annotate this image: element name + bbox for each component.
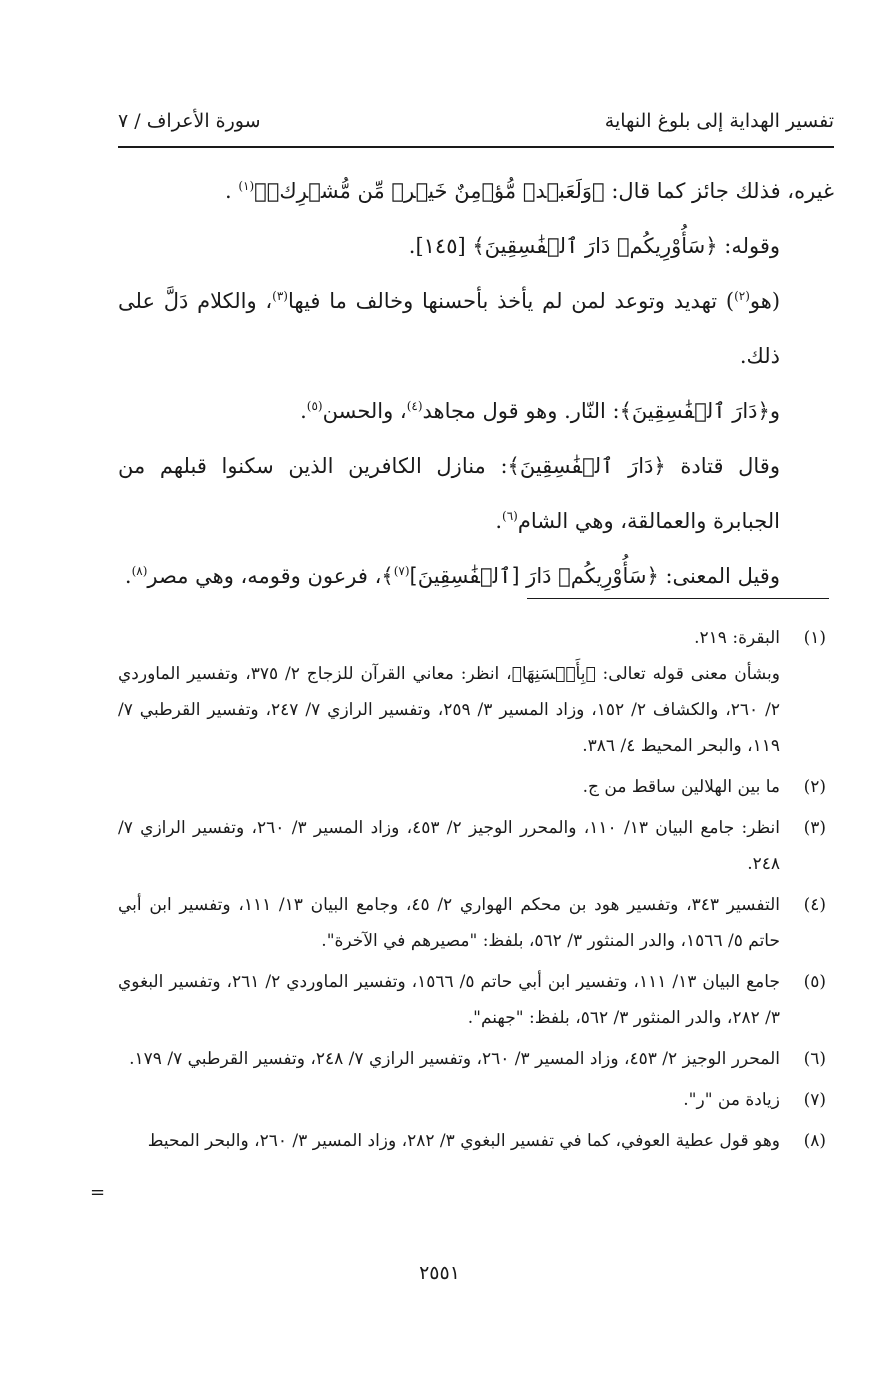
text: وقوله:: [717, 234, 780, 258]
text: .: [495, 509, 502, 533]
continuation-mark: =: [90, 1182, 106, 1203]
text: ) تهديد وتوعد لمن لم يأخذ بأحسنها وخالف ما فيها: [287, 289, 735, 313]
footnote-ref: (٥): [306, 399, 323, 413]
verse-number: [١٤٥].: [408, 234, 473, 258]
quran-verse: ﴿سَأُوْرِيكُمۡ دَارَ ٱلۡفَٰسِقِينَ﴾: [472, 234, 718, 258]
footnote-number: (٢): [803, 777, 826, 797]
quran-bracket: ﴾: [381, 564, 394, 588]
text: غيره، فذلك جائز كما قال:: [604, 179, 834, 203]
paragraph-6: [118, 549, 834, 604]
footnote-text: [118, 964, 780, 1036]
footnote-ref: (٢): [734, 289, 750, 303]
text: .: [224, 179, 239, 203]
footnote-line: جامع البيان ١٣/ ١١١، وتفسير ابن أبي حاتم ٥/ ١٥٦٦، وتفسير الماوردي ٢/ ٢٦١، وتفسير البغوي ٣/ ٢٨٢، والدر المنثور ٣/ ٥٦٢، بلفظ: "جهنم".: [118, 972, 780, 1028]
footnote-text: [118, 620, 780, 764]
footnote-number: (١): [803, 628, 826, 648]
footnote-text: [118, 1082, 780, 1118]
paragraph-5: [118, 439, 834, 549]
text: ، والحسن: [322, 399, 407, 423]
footnote-ref: (٧): [393, 564, 410, 578]
footnote-number: (٦): [803, 1049, 826, 1069]
footnote-text: [118, 1123, 780, 1159]
text: ، فرعون وقومه، وهي مصر: [147, 564, 382, 588]
text: : منازل الكافرين الذين سكنوا قبلهم من الجبابرة والعمالقة، وهي الشام: [118, 454, 780, 533]
footnote-line: وهو قول عطية العوفي، كما في تفسير البغوي ٣/ ٢٨٢، وزاد المسير ٣/ ٢٦٠، والبحر المحيط: [147, 1131, 780, 1151]
footnote-line: زيادة من "ر".: [683, 1090, 780, 1110]
footnote-text: [118, 810, 780, 882]
footnote-number: (٨): [803, 1131, 826, 1151]
footnote-line: وبشأن معنى قوله تعالى: ﴿بِأَحۡسَنِهَا﴾، انظر: معاني القرآن للزجاج ٢/ ٣٧٥، وتفسير الماوردي ٢/ ٢٦٠، والكشاف ٢/ ١٥٢، وزاد المسير ٣/ ٢٥٩، وتفسير الرازي ٧/ ٢٤٧، وتفسير القرطبي ٧/ ١١٩، والبحر المحيط ٤/ ٣٨٦.: [118, 664, 780, 756]
footnote-ref: (٣): [272, 289, 288, 303]
footnote-text: [118, 887, 780, 959]
footnote: [118, 810, 834, 882]
text: وقيل المعنى:: [658, 564, 780, 588]
text: .: [300, 399, 307, 423]
footnote-ref: (٤): [406, 399, 423, 413]
footnote-number: (٣): [803, 818, 826, 838]
book-title: تفسير الهداية إلى بلوغ النهاية: [604, 110, 834, 132]
paragraph-1: [118, 164, 834, 219]
paragraph-3: [118, 274, 834, 384]
quran-verse: ﴿دَارَ ٱلۡفَٰسِقِينَ﴾: [619, 399, 770, 423]
footnote-line: انظر: جامع البيان ١٣/ ١١٠، والمحرر الوجيز ٢/ ٤٥٣، وزاد المسير ٣/ ٢٦٠، وتفسير الرازي ٧/ ٢٤٨.: [118, 818, 781, 874]
quran-verse: ﴿وَلَعَبۡدٞ مُّؤۡمِنٌ خَيۡرٞ مِّن مُّشۡرِكٖ﴾: [254, 179, 605, 203]
footnote: [118, 887, 834, 959]
footnote-line: ما بين الهلالين ساقط من ج.: [582, 777, 780, 797]
running-header: [118, 104, 834, 142]
footnote: [118, 964, 834, 1036]
footnote: [118, 1123, 834, 1159]
footnote-number: (٧): [803, 1090, 826, 1110]
footnote-ref: (٦): [502, 509, 518, 523]
header-rule: [118, 146, 834, 148]
page-number: ٢٥٥١: [419, 1262, 460, 1284]
paragraph-4: [118, 384, 834, 439]
text: .: [124, 564, 132, 588]
footnote-line: البقرة: ٢١٩.: [694, 628, 780, 648]
footnote-number: (٥): [803, 972, 826, 992]
footnote: [118, 1082, 834, 1118]
footnote: [118, 1041, 834, 1077]
text: ، والكلام دَلَّ على ذلك.: [118, 289, 780, 368]
paragraph-2: [118, 219, 834, 274]
footnote-separator: [527, 598, 829, 599]
footnote-number: (٤): [803, 895, 826, 915]
footnote-ref: (٨): [131, 564, 148, 578]
text: و: [769, 399, 780, 423]
quran-verse: ﴿دَارَ ٱلۡفَٰسِقِينَ﴾: [507, 454, 666, 478]
text: (هو: [749, 289, 781, 313]
quran-verse: ﴿سَأُوْرِيكُمۡ دَارَ [ٱلۡفَٰسِقِينَ]: [409, 564, 659, 588]
footnote-text: [118, 1041, 780, 1077]
text: : النّار. وهو قول مجاهد: [422, 399, 620, 423]
footnote: [118, 769, 834, 805]
footnote-text: [118, 769, 780, 805]
surah-page-label: سورة الأعراف / ٧: [118, 110, 261, 132]
footnote-line: التفسير ٣٤٣، وتفسير هود بن محكم الهواري ٢/ ٤٥، وجامع البيان ١٣/ ١١١، وتفسير ابن أبي حاتم ٥/ ١٥٦٦، والدر المنثور ٣/ ٥٦٢، بلفظ: "مصيرهم في الآخرة".: [118, 895, 780, 951]
text: وقال قتادة: [665, 454, 780, 478]
footnote-ref: (١): [238, 179, 255, 193]
footnote: [118, 620, 834, 764]
footnote-line: المحرر الوجيز ٢/ ٤٥٣، وزاد المسير ٣/ ٢٦٠، وتفسير الرازي ٧/ ٢٤٨، وتفسير القرطبي ٧/ ١٧٩.: [129, 1049, 780, 1069]
main-text: [118, 164, 834, 604]
footnotes: [118, 620, 834, 1164]
